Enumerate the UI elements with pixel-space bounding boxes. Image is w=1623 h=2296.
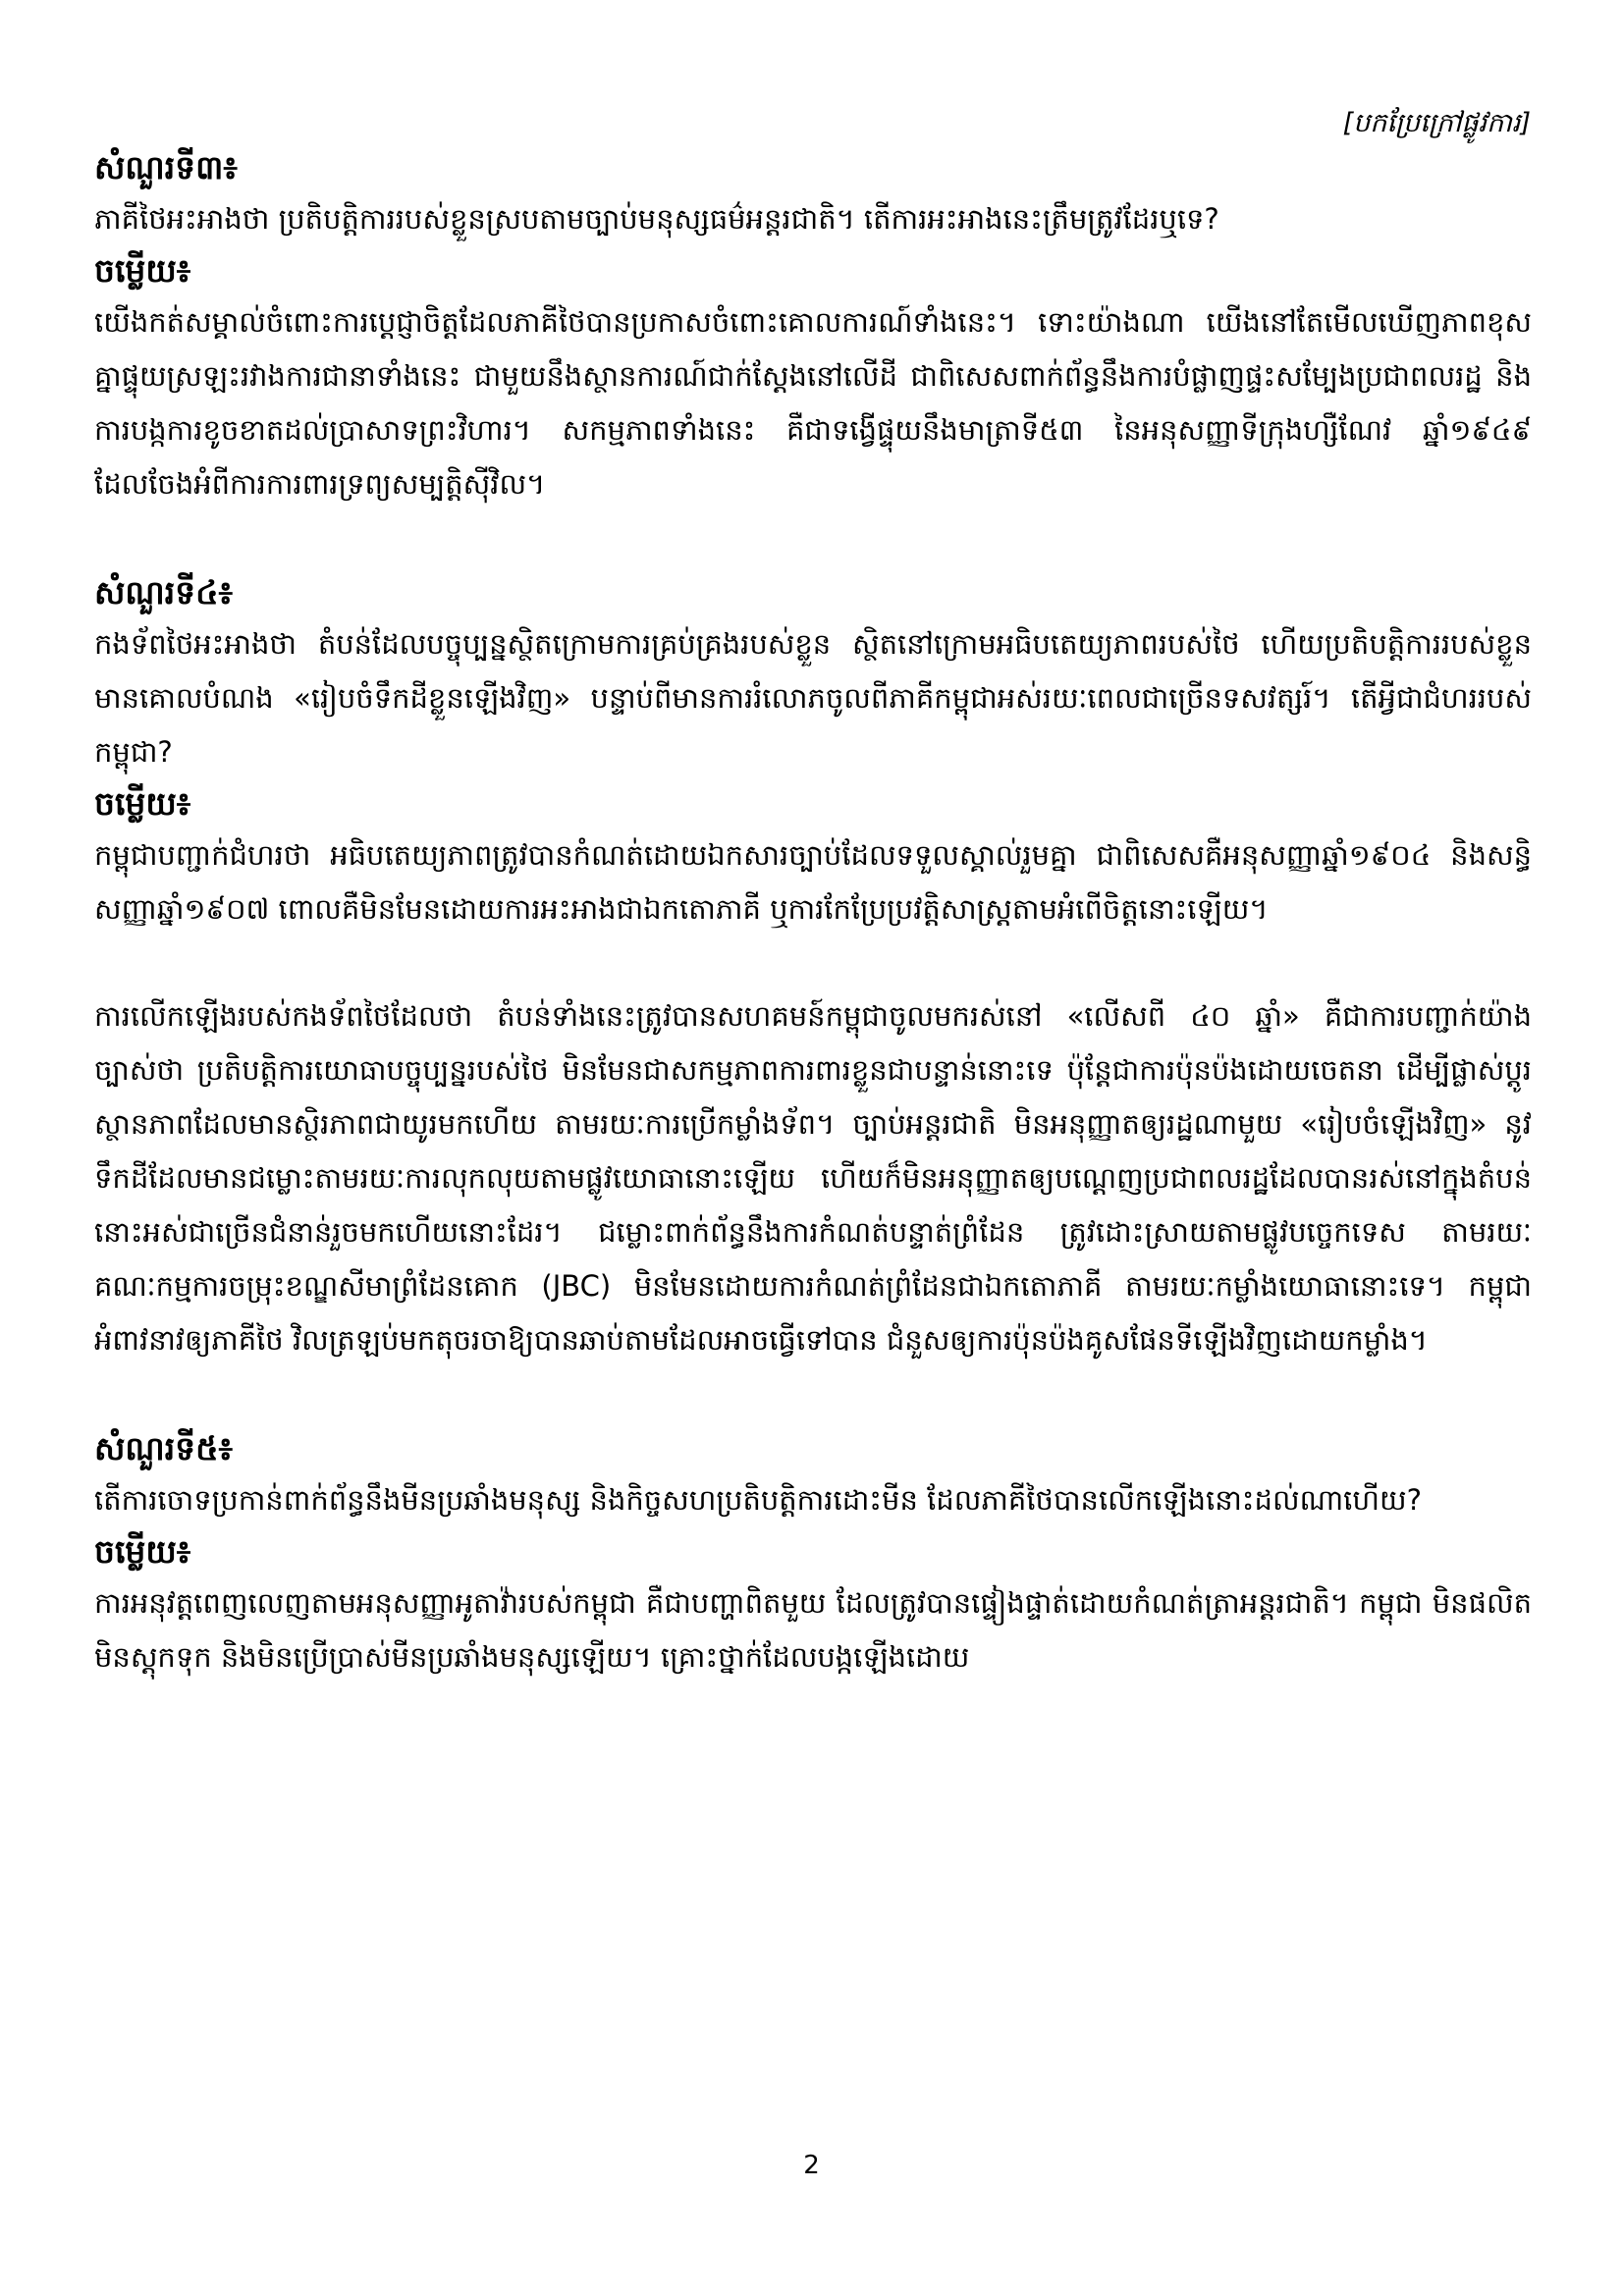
section-spacer [94, 1367, 1532, 1424]
answer-4-paragraph-1: កម្ពុជាបញ្ជាក់ជំហរថា អធិបតេយ្យភាពត្រូវបានកំណត់ដោយឯកសារច្បាប់ដែលទទួលស្គាល់រួមគ្នា ជាពិសេសគឺអនុសញ្ញាឆ្នាំ១៩០៤ និងសន្ធិសញ្ញាឆ្នាំ១៩០៧ ពោលគឺមិនមែនដោយការអះអាងជាឯកតោភាគី ឬការកែប្រែប្រវត្តិសាស្ត្រតាមអំពើចិត្តនោះឡើយ។ [94, 838, 1532, 926]
unofficial-translation-note: [បកប្រែក្រៅផ្លូវការ] [1342, 108, 1531, 138]
question-4-heading: សំណួរទី៤៖ [94, 573, 233, 612]
question-4-text: កងទ័ពថៃអះអាងថា តំបន់ដែលបច្ចុប្បន្នស្ថិតក្រោមការគ្រប់គ្រងរបស់ខ្លួន ស្ថិតនៅក្រោមអធិបតេយ្យភាពរបស់ថៃ ហើយប្រតិបត្តិការរបស់ខ្លួនមានគោលបំណង «រៀបចំទឹកដីខ្លួនឡើងវិញ» បន្ទាប់ពីមានការរំលោភចូលពីភាគីកម្ពុជាអស់រយៈពេលជាច្រើនទសវត្សរ៍។ តើអ្វីជាជំហររបស់កម្ពុជា? [94, 627, 1532, 769]
answer-5-paragraph-1: ការអនុវត្តពេញលេញតាមអនុសញ្ញាអូតាវ៉ារបស់កម្ពុជា គឺជាបញ្ហាពិតមួយ ដែលត្រូវបានផ្ទៀងផ្ទាត់ដោយកំណត់ត្រាអន្តរជាតិ។ កម្ពុជា មិនផលិត មិនស្តុកទុក និងមិនប្រើប្រាស់មីនប្រឆាំងមនុស្សឡើយ។ គ្រោះថ្នាក់ដែលបង្កឡើងដោយ [94, 1586, 1532, 1674]
answer-4-paragraph-2: ការលើកឡើងរបស់កងទ័ពថៃដែលថា តំបន់ទាំងនេះត្រូវបានសហគមន៍កម្ពុជាចូលមករស់នៅ «លើសពី ៤០ ឆ្នាំ» គឺជាការបញ្ជាក់យ៉ាងច្បាស់ថា ប្រតិបត្តិការយោធាបច្ចុប្បន្នរបស់ថៃ មិនមែនជាសកម្មភាពការពារខ្លួនជាបន្ទាន់នោះទេ ប៉ុន្តែជាការប៉ុនប៉ងដោយចេតនា ដើម្បីផ្លាស់ប្ដូរស្ថានភាពដែលមានស្ថិរភាពជាយូរមកហើយ តាមរយៈការប្រើកម្លាំងទ័ព។ ច្បាប់អន្តរជាតិ មិនអនុញ្ញាតឲ្យរដ្ឋណាមួយ «រៀបចំឡើងវិញ» នូវទឹកដីដែលមានជម្លោះតាមរយៈការលុកលុយតាមផ្លូវយោធានោះឡើយ ហើយក៏មិនអនុញ្ញាតឲ្យបណ្ដេញប្រជាពលរដ្ឋដែលបានរស់នៅក្នុងតំបន់នោះអស់ជាច្រើនជំនាន់រួចមកហើយនោះដែរ។ ជម្លោះពាក់ព័ន្ធនឹងការកំណត់បន្ទាត់ព្រំដែន ត្រូវដោះស្រាយតាមផ្លូវបច្ចេកទេស តាមរយៈគណៈកម្មការចម្រុះខណ្ឌសីមាព្រំដែនគោក (JBC) មិនមែនដោយការកំណត់ព្រំដែនជាឯកតោភាគី តាមរយៈកម្លាំងយោធានោះទេ។ កម្ពុជាអំពាវនាវឲ្យភាគីថៃ វិលត្រឡប់មកតុចរចាឱ្យបានឆាប់តាមដែលអាចធ្វើទៅបាន ជំនួសឲ្យការប៉ុនប៉ងគូសផែនទីឡើងវិញដោយកម្លាំង។ [94, 999, 1532, 1357]
question-3-section [94, 143, 1532, 511]
page-content [94, 143, 1532, 1684]
question-3-text: ភាគីថៃអះអាងថា ប្រតិបត្តិការរបស់ខ្លួនស្របតាមច្បាប់មនុស្សធម៌អន្តរជាតិ។ តើការអះអាងនេះត្រឹមត្រូវដែរឬទេ? [94, 202, 1219, 236]
question-4-section [94, 568, 1532, 1367]
question-5-heading: សំណួរទី៥៖ [94, 1429, 233, 1468]
question-5-text: តើការចោទប្រកាន់ពាក់ព័ន្ធនឹងមីនប្រឆាំងមនុស្ស និងកិច្ចសហប្រតិបត្តិការដោះមីន ដែលភាគីថៃបានលើកឡើងនោះដល់ណាហើយ? [94, 1483, 1422, 1517]
section-spacer [94, 511, 1532, 568]
answer-3-heading: ចម្លើយ៖ [94, 251, 191, 290]
question-5-section [94, 1424, 1532, 1684]
paragraph-spacer [94, 936, 1532, 989]
answer-5-heading: ចម្លើយ៖ [94, 1532, 191, 1571]
page-number: 2 [803, 2151, 820, 2180]
answer-3-paragraph-1: យើងកត់សម្គាល់ចំពោះការប្ដេជ្ញាចិត្តដែលភាគីថៃបានប្រកាសចំពោះគោលការណ៍ទាំងនេះ។ ទោះយ៉ាងណា យើងនៅតែមើលឃើញភាពខុសគ្នាផ្ទុយស្រឡះរវាងការជានាទាំងនេះ ជាមួយនឹងស្ថានការណ៍ជាក់ស្ដែងនៅលើដី ជាពិសេសពាក់ព័ន្ធនឹងការបំផ្លាញផ្ទះសម្បែងប្រជាពលរដ្ឋ និងការបង្កការខូចខាតដល់ប្រាសាទព្រះវិហារ។ សកម្មភាពទាំងនេះ គឺជាទង្វើផ្ទុយនឹងមាត្រាទី៥៣ នៃអនុសញ្ញាទីក្រុងហ្សឺណែវ ឆ្នាំ១៩៤៩ ដែលចែងអំពីការការពារទ្រព្យសម្បត្តិស៊ីវិល។ [94, 305, 1532, 501]
answer-4-heading: ចម្លើយ៖ [94, 784, 191, 823]
question-3-heading: សំណួរទី៣៖ [94, 148, 238, 187]
